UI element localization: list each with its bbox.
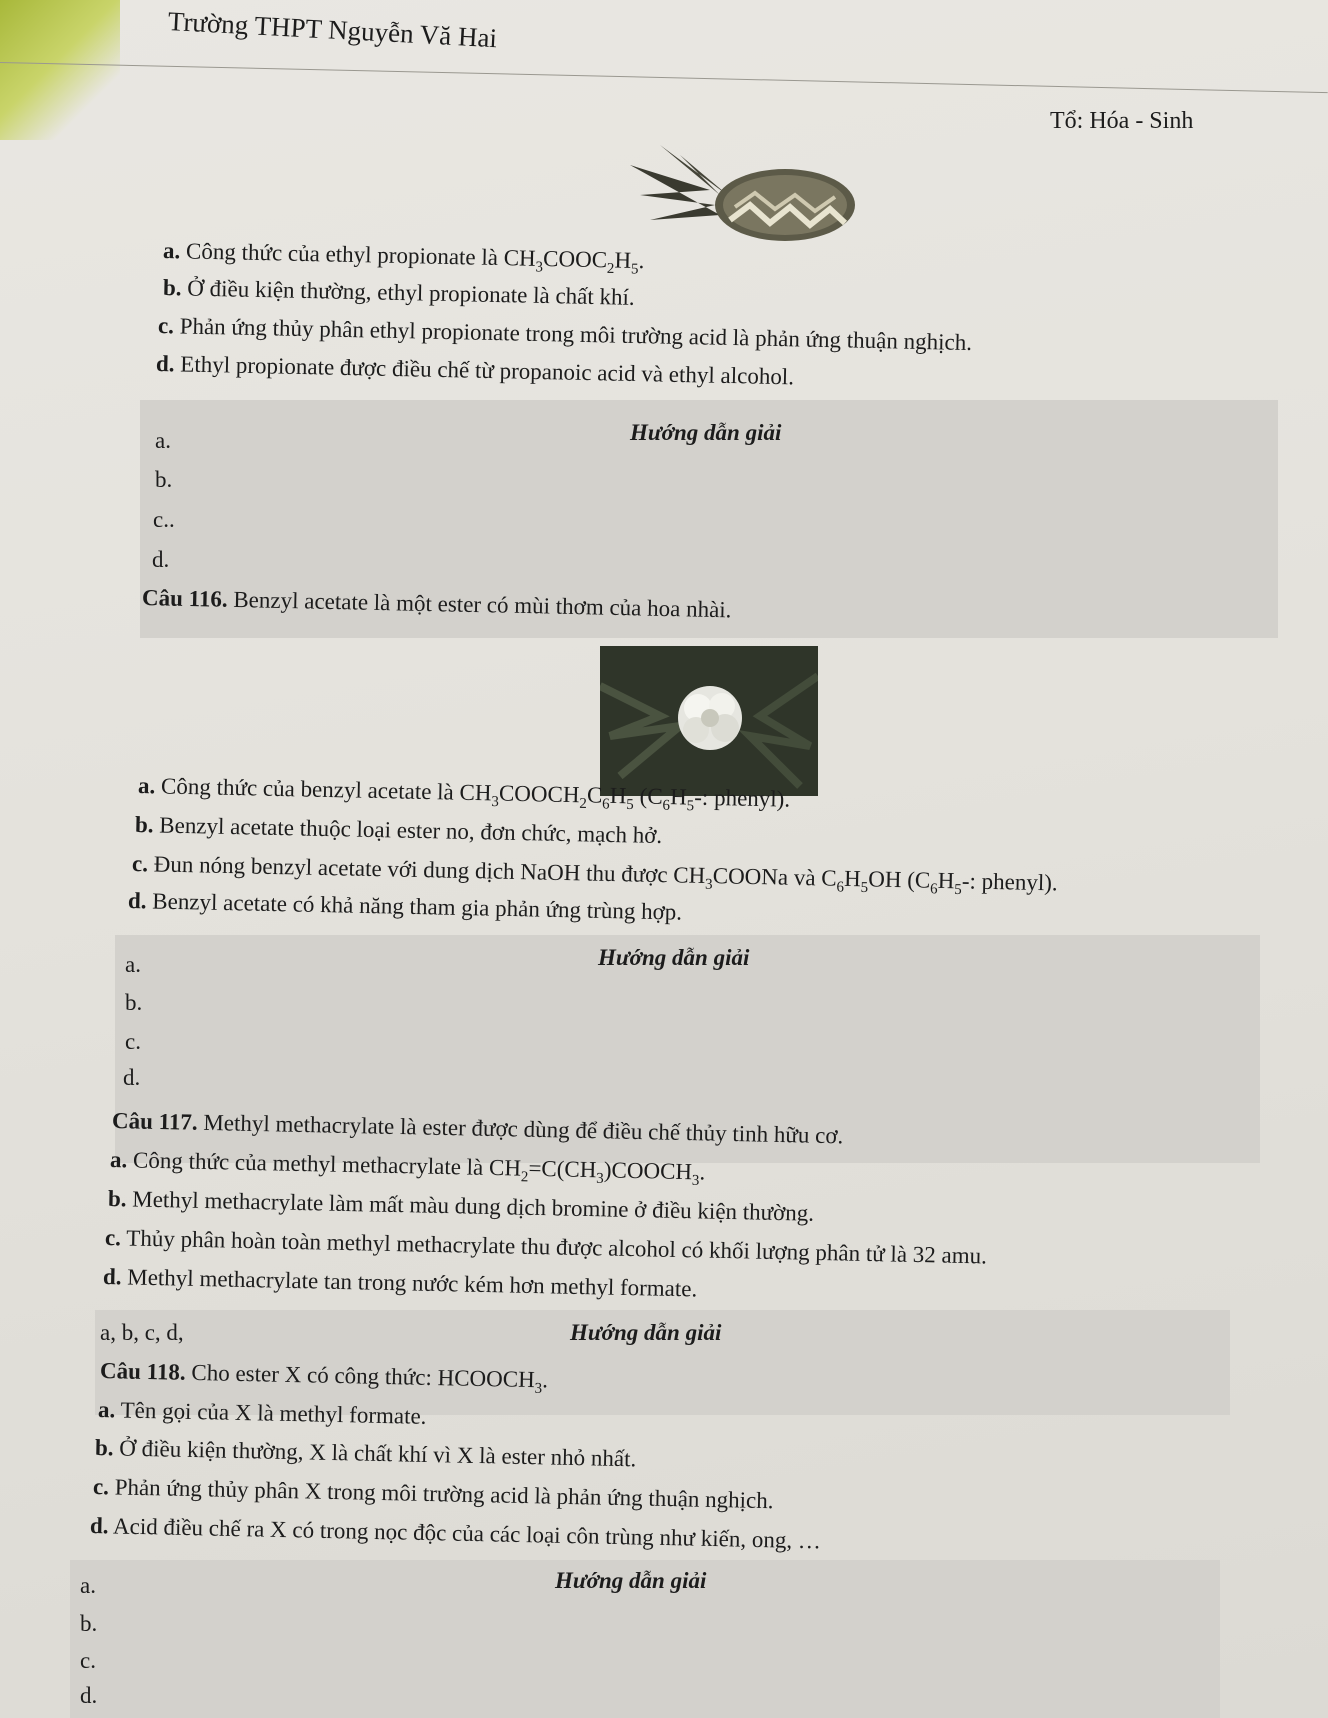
q116-guide-a: a. [125, 952, 141, 977]
q117-option-a: a. Công thức của methyl methacrylate là $CH_2=C(CH_3)COOCH_3$. [109, 1147, 706, 1189]
q117-guide-title: Hướng dẫn giải [570, 1320, 722, 1345]
q115-option-b: b. Ở điều kiện thường, ethyl propionate là chất khí. [162, 275, 635, 310]
q116-option-a: a. Công thức của benzyl acetate là $CH_3COOCH_2C_6H_5$ ($C_6H_5-$: phenyl). [137, 773, 791, 815]
q116-option-d: d. Benzyl acetate có khả năng tham gia phản ứng trùng hợp. [127, 888, 683, 925]
q118-option-c: c. Phản ứng thủy phân X trong môi trường acid là phản ứng thuận nghịch. [92, 1474, 774, 1514]
q116-guide-d: d. [123, 1065, 141, 1090]
q115-option-a: a. Công thức của ethyl propionate là $CH_3COOC_2H_5$. [162, 238, 645, 278]
q117-answer: a, b, c, d, [100, 1320, 184, 1345]
q118-guide-d: d. [80, 1683, 98, 1708]
department-name: Tổ: Hóa - Sinh [1050, 108, 1194, 134]
q116-intro: Câu 116. Benzyl acetate là một ester có mùi thơm của hoa nhài. [141, 585, 732, 623]
q117-option-c: c. Thủy phân hoàn toàn methyl methacrylate thu được alcohol có khối lượng phân tử là 32 amu. [104, 1225, 988, 1269]
q118-option-d: d. Acid điều chế ra X có trong nọc độc của các loại côn trùng như kiến, ong, … [89, 1513, 822, 1554]
q118-guide-b: b. [80, 1611, 98, 1636]
q118-option-a: a. Tên gọi của X là methyl formate. [97, 1397, 427, 1429]
q118-guide-a: a. [80, 1573, 96, 1598]
q115-guide-c: c.. [153, 507, 175, 532]
q116-option-c: c. Đun nóng benzyl acetate với dung dịch NaOH thu được $CH_3COONa$ và $C_6H_5OH$ ($C_6H_5-$: phenyl). [131, 851, 1058, 898]
q118-guide-title: Hướng dẫn giải [555, 1568, 707, 1593]
q118-intro: Câu 118. Cho ester X có công thức: $HCOOCH_3$. [99, 1358, 549, 1397]
q118-option-b: b. Ở điều kiện thường, X là chất khí vì X là ester nhỏ nhất. [94, 1435, 637, 1472]
q115-guide-d: d. [152, 547, 170, 572]
q115-option-c: c. Phản ứng thủy phân ethyl propionate trong môi trường acid là phản ứng thuận nghịch. [157, 313, 973, 356]
q115-guide-b: b. [155, 467, 173, 492]
school-name: Trường THPT Nguyễn Vă Hai [167, 6, 498, 54]
jasmine-flower-image [600, 646, 818, 796]
q115-guide-title: Hướng dẫn giải [630, 420, 782, 445]
pineapple-image [620, 135, 860, 245]
q116-guide-title: Hướng dẫn giải [598, 945, 750, 970]
q118-guide-c: c. [80, 1648, 96, 1673]
q116-option-b: b. Benzyl acetate thuộc loại ester no, đơn chức, mạch hở. [134, 812, 663, 849]
header-rule [0, 62, 1328, 93]
q116-guide-b: b. [125, 990, 143, 1015]
q116-guide-c: c. [125, 1029, 141, 1054]
q117-option-b: b. Methyl methacrylate làm mất màu dung dịch bromine ở điều kiện thường. [107, 1186, 815, 1226]
q115-guide-a: a. [155, 428, 171, 453]
q115-option-d: d. Ethyl propionate được điều chế từ propanoic acid và ethyl alcohol. [155, 351, 795, 390]
q117-intro: Câu 117. Methyl methacrylate là ester được dùng để điều chế thủy tinh hữu cơ. [111, 1108, 844, 1149]
q117-option-d: d. Methyl methacrylate tan trong nước kém hơn methyl formate. [102, 1264, 698, 1302]
corner-decoration [0, 0, 120, 140]
